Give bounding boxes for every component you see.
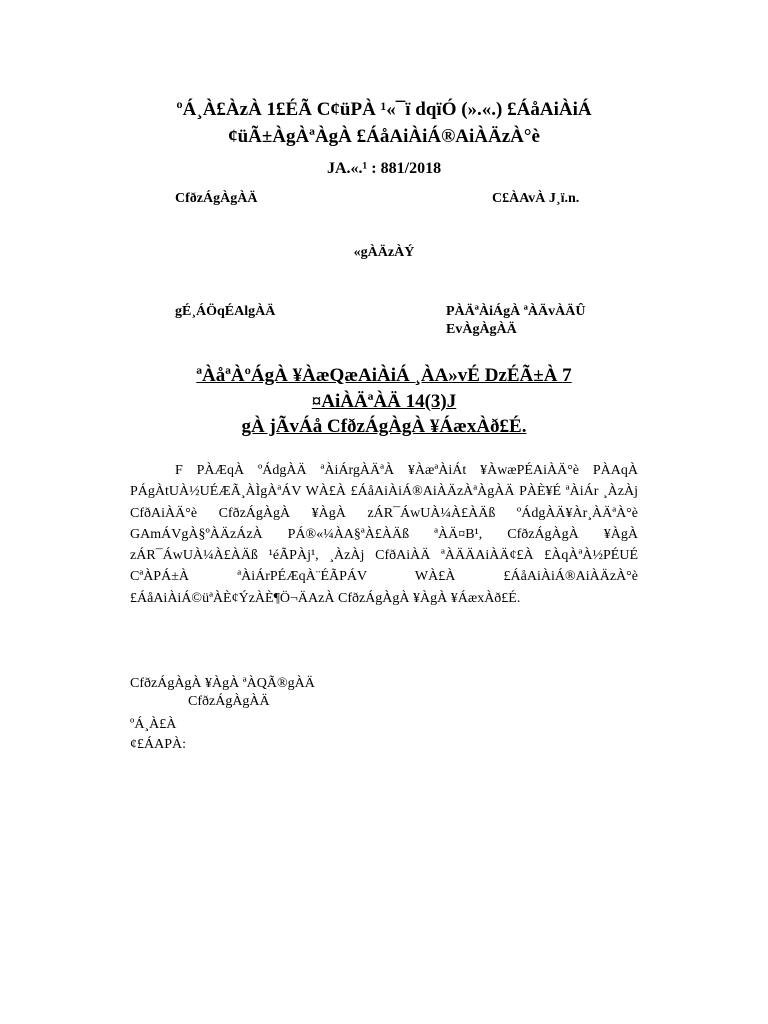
respondent-label: gÉ¸ÁÖqÉAlgÀÄ bbox=[175, 304, 276, 319]
respondent-advocate-line-1: PÀÄªÀiÁgÀ ªÀÄvÀÄÛ bbox=[446, 304, 586, 319]
petition-paragraph: F PÀÆqÀ ºÁdgÀÄ ªÀiÁrgÀÄªÀ ¥ÀæªÀiÁt ¥ÀwæPÉAiÀÄ°è PÀAqÀ PÁgÀtUÀ½UÉÆÃ¸ÀÌgÀªÁV WÀ£À £ÁåAiÀiÁ®AiÀÄzÀªÀgÀÄ PÀÈ¥É ªÀiÁr ¸ÀzÀj CfðAiÀÄ°è CfðzÁgÀgÀ ¥ÀgÀ zÁR¯ÁwUÀ¼À£ÀÄß ºÁdgÀÄ¥Àr¸ÀÄªÀ°è GAmÁVgÀ§ºÀÄzÁzÀ PÁ®«¼ÀA§ªÀ£ÀÄß ªÀÄ¤B¹, CfðzÁgÀgÀ ¥ÀgÀ zÁR¯ÁwUÀ¼À£ÀÄß ¹éÃPÀj¹, ¸ÀzÀj CfðAiÀÄ ªÀÄÄAiÀÄ¢£À £ÀqÀªÀ½PÉUÉ CªÀPÁ±À ªÀiÁrPÉÆqÀ¨ÉÃPÁV WÀ£À £ÁåAiÀiÁ®AiÀÄzÀ°è £ÁåAiÀiÁ©üªÀÈ¢ÝzÀÈ¶Ö¬ÄAzÀ CfðzÁgÀgÀ ¥ÀgÀ ¥ÁæxÀð£É. bbox=[130, 463, 638, 606]
court-title-line-2: ¢üÃ±ÀgÀªÀgÀ £ÁåAiÀiÁ®AiÀÄzÀ°è bbox=[228, 126, 540, 147]
petitioner-label: CfðzÁgÀgÀÄ bbox=[175, 191, 258, 206]
signature-petitioner: CfðzÁgÀgÀÄ bbox=[188, 694, 270, 709]
case-number: JA.«.¹ : 881/2018 bbox=[326, 160, 442, 177]
heading-line-1: ªÀåªÀºÁgÀ ¥ÀæQæAiÀiÁ ¸ÀA»vÉ DzÉÃ±À 7 bbox=[196, 365, 572, 386]
respondent-advocate-line-2: EvÀgÀgÀÄ bbox=[446, 322, 517, 337]
heading-line-3: gÀ jÃvÁå CfðzÁgÀgÀ ¥ÁæxÀð£É. bbox=[241, 416, 527, 437]
heading-line-2: ¤AiÀÄªÀÄ 14(3)J bbox=[311, 391, 457, 412]
date-label: ¢£ÁAPÀ: bbox=[130, 737, 187, 752]
petitioner-advocate: C£ÀAvÀ J¸ï.n. bbox=[492, 191, 580, 206]
versus-label: «gÀÄzÀÝ bbox=[353, 245, 415, 260]
signature-advocate: CfðzÁgÀgÀ ¥ÀgÀ ªÀQÃ®gÀÄ bbox=[130, 676, 315, 691]
petition-body bbox=[130, 460, 638, 609]
court-title-line-1: ºÁ¸À£ÀzÀ 1£ÉÃ C¢üPÀ ¹«¯ï dqïÓ (».«.) £ÁåAiÀiÁ bbox=[176, 99, 592, 120]
place-label: ºÁ¸À£À bbox=[130, 717, 177, 732]
